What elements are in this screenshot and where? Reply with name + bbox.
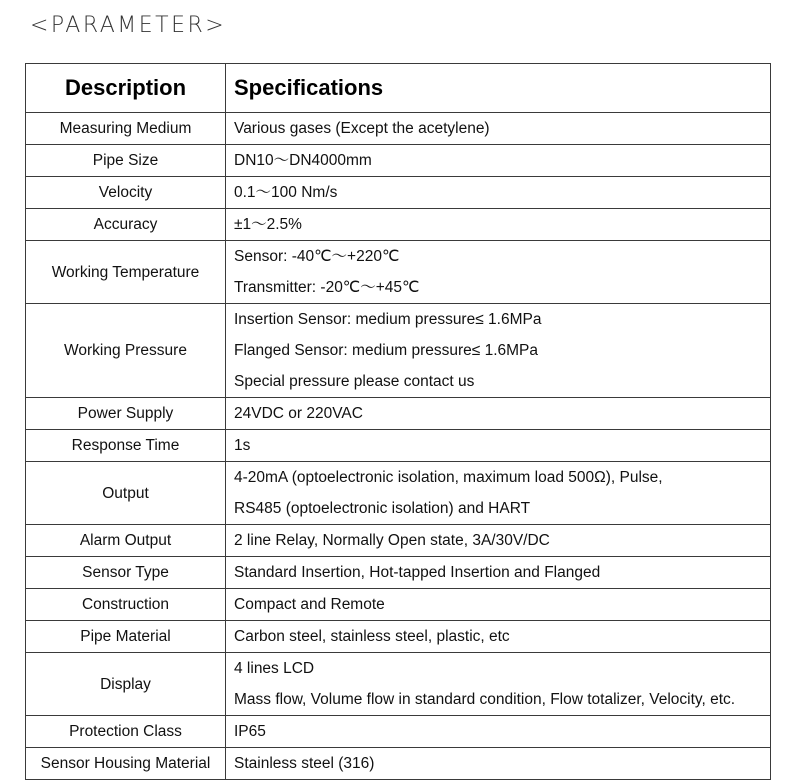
row-specification: [226, 113, 771, 145]
table-row: [26, 621, 771, 653]
specification-line: 2 line Relay, Normally Open state, 3A/30V/DC: [234, 532, 550, 549]
row-specification: [226, 525, 771, 557]
row-specification: [226, 748, 771, 780]
specification-line: 1s: [234, 437, 251, 454]
table-row: [26, 177, 771, 209]
table-row: [26, 653, 771, 716]
specification-line: Stainless steel (316): [234, 755, 375, 772]
row-label: Velocity: [26, 177, 226, 209]
row-label: Alarm Output: [26, 525, 226, 557]
specification-line: Flanged Sensor: medium pressure≤ 1.6MPa: [234, 342, 539, 359]
table-row: [26, 241, 771, 304]
table-row: [26, 557, 771, 589]
row-specification: [226, 557, 771, 589]
row-label: Pipe Size: [26, 145, 226, 177]
row-label: Pipe Material: [26, 621, 226, 653]
specification-line: 24VDC or 220VAC: [234, 405, 363, 422]
row-label: Sensor Type: [26, 557, 226, 589]
row-label: Working Pressure: [26, 304, 226, 398]
specification-line: Special pressure please contact us: [234, 373, 475, 390]
specification-line: 4 lines LCD: [234, 660, 315, 677]
specification-line: Standard Insertion, Hot-tapped Insertion and Flanged: [234, 564, 601, 581]
row-specification: [226, 589, 771, 621]
row-specification: [226, 621, 771, 653]
table-row: [26, 589, 771, 621]
row-label: Construction: [26, 589, 226, 621]
table-row: [26, 430, 771, 462]
specification-line: Carbon steel, stainless steel, plastic, etc: [234, 628, 510, 645]
row-label: Measuring Medium: [26, 113, 226, 145]
column-header-specifications: Specifications: [226, 64, 771, 113]
specification-line: Compact and Remote: [234, 596, 385, 613]
row-specification: [226, 145, 771, 177]
table-row: [26, 525, 771, 557]
parameter-table: [25, 63, 771, 780]
row-specification: [226, 398, 771, 430]
table-row: [26, 304, 771, 398]
table-row: [26, 398, 771, 430]
specification-line: 0.1～100 Nm/s: [234, 184, 338, 201]
table-row: [26, 145, 771, 177]
row-label: Protection Class: [26, 716, 226, 748]
table-body: [26, 113, 771, 780]
table-row: [26, 716, 771, 748]
table-header-row: [26, 64, 771, 113]
row-label: Sensor Housing Material: [26, 748, 226, 780]
row-specification: [226, 430, 771, 462]
table-row: [26, 462, 771, 525]
specification-line: RS485 (optoelectronic isolation) and HART: [234, 500, 531, 517]
row-specification: [226, 462, 771, 525]
table-row: [26, 113, 771, 145]
specification-line: Insertion Sensor: medium pressure≤ 1.6MPa: [234, 311, 542, 328]
specification-line: IP65: [234, 723, 266, 740]
row-label: Output: [26, 462, 226, 525]
row-label: Working Temperature: [26, 241, 226, 304]
specification-line: Mass flow, Volume flow in standard condition, Flow totalizer, Velocity, etc.: [234, 691, 736, 708]
row-label: Display: [26, 653, 226, 716]
specification-line: DN10～DN4000mm: [234, 152, 372, 169]
row-label: Power Supply: [26, 398, 226, 430]
row-label: Accuracy: [26, 209, 226, 241]
column-header-description: Description: [26, 64, 226, 113]
page-title: <PARAMETER>: [30, 13, 227, 38]
specification-line: ±1～2.5%: [234, 216, 302, 233]
row-specification: [226, 209, 771, 241]
row-specification: [226, 304, 771, 398]
row-label: Response Time: [26, 430, 226, 462]
row-specification: [226, 716, 771, 748]
row-specification: [226, 177, 771, 209]
specification-line: Sensor: -40℃～+220℃: [234, 248, 400, 265]
specification-line: Transmitter: -20℃～+45℃: [234, 279, 420, 296]
specification-line: 4-20mA (optoelectronic isolation, maximum load 500Ω), Pulse,: [234, 469, 663, 486]
table-row: [26, 209, 771, 241]
table-row: [26, 748, 771, 780]
specification-line: Various gases (Except the acetylene): [234, 120, 490, 137]
row-specification: [226, 653, 771, 716]
row-specification: [226, 241, 771, 304]
